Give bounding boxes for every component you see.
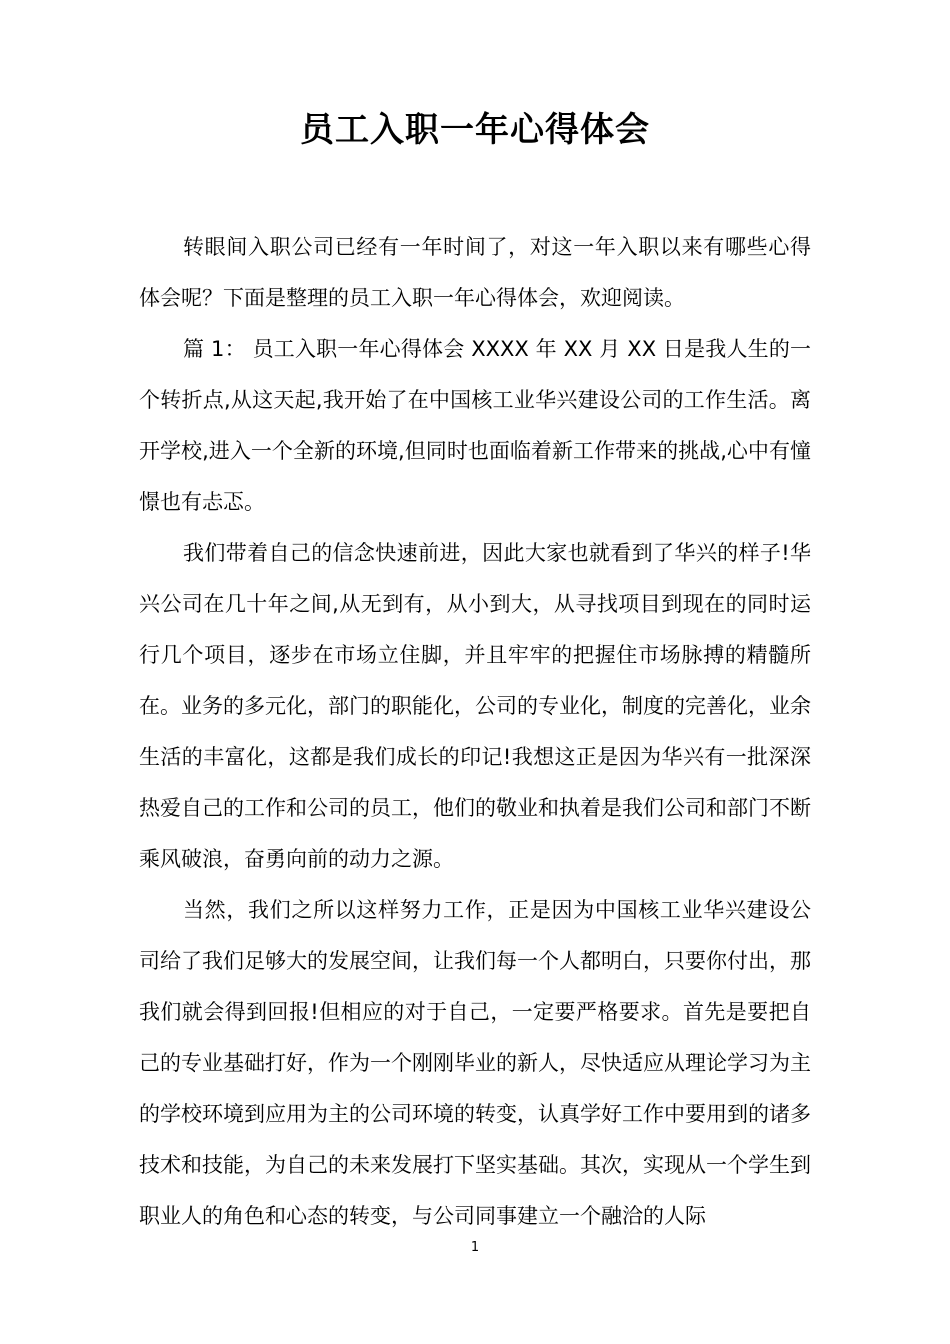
paragraph-intro: 转眼间入职公司已经有一年时间了，对这一年入职以来有哪些心得体会呢？下面是整理的员工入职一年心得体会，欢迎阅读。	[139, 235, 811, 310]
document-title: 员工入职一年心得体会	[300, 110, 650, 150]
document-body	[139, 222, 811, 1242]
paragraph-section-1: 篇 1： 员工入职一年心得体会 XXXX 年 XX 月 XX 日是我人生的一个转折点,从这天起,我开始了在中国核工业华兴建设公司的工作生活。离开学校,进入一个全新的环境,但同时也面临着新工作带来的挑战,心中有憧憬也有忐忑。	[139, 337, 811, 514]
paragraph-development: 当然，我们之所以这样努力工作，正是因为中国核工业华兴建设公司给了我们足够大的发展空间，让我们每一个人都明白，只要你付出，那我们就会得到回报!但相应的对于自己，一定要严格要求。首先是要把自己的专业基础打好，作为一个刚刚毕业的新人，尽快适应从理论学习为主的学校环境到应用为主的公司环境的转变，认真学好工作中要用到的诸多技术和技能，为自己的未来发展打下坚实基础。其次，实现从一个学生到职业人的角色和心态的转变，与公司同事建立一个融洽的人际	[139, 898, 811, 1228]
page-number: 1	[470, 1240, 480, 1255]
paragraph-company-growth: 我们带着自己的信念快速前进，因此大家也就看到了华兴的样子!华兴公司在几十年之间,从无到有，从小到大，从寻找项目到现在的同时运行几个项目，逐步在市场立住脚，并且牢牢的把握住市场脉搏的精髓所在。业务的多元化，部门的职能化，公司的专业化，制度的完善化，业余生活的丰富化，这都是我们成长的印记!我想这正是因为华兴有一批深深热爱自己的工作和公司的员工，他们的敬业和执着是我们公司和部门不断乘风破浪，奋勇向前的动力之源。	[139, 541, 811, 871]
